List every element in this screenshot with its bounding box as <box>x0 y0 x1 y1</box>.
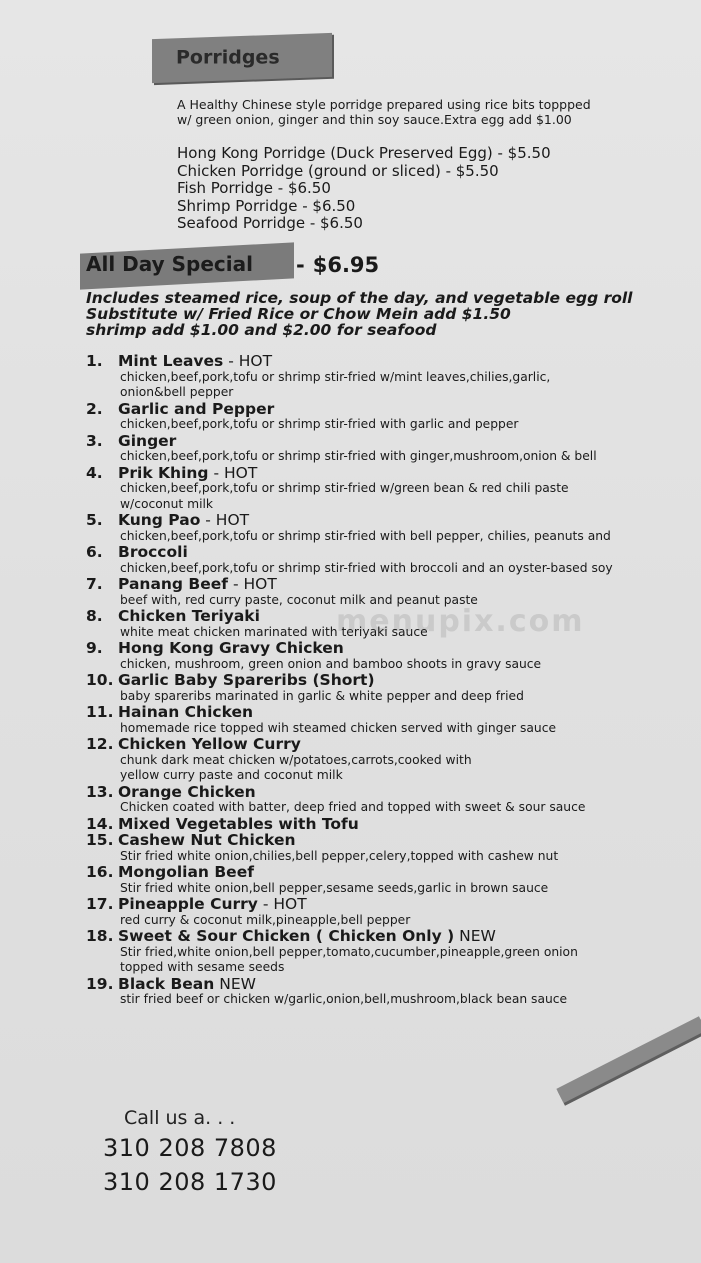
menu-item-description: chunk dark meat chicken w/potatoes,carrots,cooked with yellow curry paste and coconut milk <box>120 752 472 782</box>
porridge-item: Shrimp Porridge - $6.50 <box>177 196 356 215</box>
porridge-item: Fish Porridge - $6.50 <box>177 179 331 197</box>
menu-item <box>86 433 698 465</box>
menu-item-number: 11. <box>86 703 114 721</box>
menu-item-description: baby spareribs marinated in garlic & white pepper and deep fried <box>120 688 524 703</box>
menu-item-heading <box>86 928 698 945</box>
porridge-item: Seafood Porridge - $6.50 <box>177 214 363 232</box>
menu-item <box>86 896 698 928</box>
menu-item-description: chicken,beef,pork,tofu or shrimp stir-fried with bell pepper, chilies, peanuts and <box>120 528 611 543</box>
menu-item-description: Stir fried white onion,chilies,bell pepper,celery,topped with cashew nut <box>120 848 559 863</box>
porridges-list <box>177 145 551 233</box>
menu-item-description: Stir fried,white onion,bell pepper,tomato,cucumber,pineapple,green onion topped with sesame seeds <box>120 944 578 974</box>
menu-item <box>86 465 698 513</box>
menu-item-heading <box>86 640 698 657</box>
menu-item-number: 4. <box>86 463 103 482</box>
menu-item-number: 12. <box>86 735 114 753</box>
menu-item-name: Orange Chicken <box>118 782 256 801</box>
menu-item-name: Panang Beef <box>118 575 229 593</box>
menu-item-number: 16. <box>86 863 114 881</box>
phone-number-1[interactable]: 310 208 7808 <box>103 1134 277 1162</box>
menu-item-number: 19. <box>86 974 114 993</box>
menu-item-heading <box>86 433 698 450</box>
menu-item-description: stir fried beef or chicken w/garlic,onion,bell,mushroom,black bean sauce <box>120 992 568 1006</box>
menu-item-heading <box>86 704 698 721</box>
special-items-list <box>86 353 698 1008</box>
menu-item-heading <box>86 896 698 913</box>
porridges-desc-line: A Healthy Chinese style porridge prepared using rice bits toppped <box>177 97 591 112</box>
menu-item-description: Stir fried white onion,bell pepper,sesame seeds,garlic in brown sauce <box>120 880 549 895</box>
menu-item-tag: - HOT <box>208 463 258 482</box>
menu-item-name: Prik Khing <box>118 463 209 482</box>
menu-item-tag: - HOT <box>223 352 273 370</box>
menu-item-name: Mint Leaves <box>118 352 224 370</box>
menu-item-heading <box>86 544 698 561</box>
menu-item-description: chicken,beef,pork,tofu or shrimp stir-fried w/mint leaves,chilies,garlic, onion&bell pepper <box>120 369 551 399</box>
menu-item-description: chicken, mushroom, green onion and bamboo shoots in gravy sauce <box>120 656 542 671</box>
menu-item-description: white meat chicken marinated with teriyaki sauce <box>120 624 428 639</box>
menu-item <box>86 576 698 608</box>
menu-item-number: 10. <box>86 671 114 689</box>
menu-item <box>86 672 698 704</box>
menu-item-number: 14. <box>86 814 114 833</box>
menu-item-name: Ginger <box>118 431 177 450</box>
menu-item-number: 1. <box>86 352 103 370</box>
menu-item-tag: - HOT <box>257 895 307 913</box>
phone-number-2[interactable]: 310 208 1730 <box>103 1168 277 1196</box>
special-price-block <box>296 253 379 277</box>
menu-item-number: 6. <box>86 543 103 561</box>
menu-item <box>86 704 698 736</box>
menu-item-description: beef with, red curry paste, coconut milk and peanut paste <box>120 592 478 607</box>
menu-item <box>86 928 698 976</box>
menu-item <box>86 401 698 433</box>
menu-item-description: red curry & coconut milk,pineapple,bell pepper <box>120 912 411 927</box>
menu-item-name: Mongolian Beef <box>118 863 254 881</box>
menu-item-heading <box>86 784 698 801</box>
menu-item-number: 3. <box>86 431 103 450</box>
menu-item <box>86 353 698 401</box>
menu-item-heading <box>86 672 698 689</box>
menu-item-name: Garlic Baby Spareribs (Short) <box>118 671 375 689</box>
menu-item-number: 5. <box>86 511 103 529</box>
menu-item-name: Kung Pao <box>118 511 201 529</box>
special-dash: - <box>296 253 305 277</box>
menu-item-tag: NEW <box>214 974 256 993</box>
menu-item <box>86 736 698 784</box>
menu-item-heading <box>86 864 698 881</box>
porridges-description <box>177 97 677 127</box>
menu-item-number: 13. <box>86 782 114 801</box>
porridge-item: Chicken Porridge (ground or sliced) - $5.50 <box>177 161 499 180</box>
menu-item-heading <box>86 976 698 993</box>
menu-item <box>86 784 698 816</box>
menu-item-description: chicken,beef,pork,tofu or shrimp stir-fried w/green bean & red chili paste w/coconut milk <box>120 481 569 511</box>
special-note: Substitute w/ Fried Rice or Chow Mein add $1.50 <box>86 305 511 323</box>
menu-item-name: Chicken Teriyaki <box>118 607 260 625</box>
special-note: Includes steamed rice, soup of the day, and vegetable egg roll <box>86 289 633 307</box>
menu-item-name: Hong Kong Gravy Chicken <box>118 639 344 657</box>
menu-item-number: 2. <box>86 399 103 418</box>
menu-item-name: Black Bean <box>118 974 215 993</box>
menu-item-heading <box>86 576 698 593</box>
menu-item <box>86 864 698 896</box>
menu-item-number: 7. <box>86 575 103 593</box>
menu-item-name: Cashew Nut Chicken <box>118 831 296 849</box>
menu-item-heading <box>86 465 698 482</box>
menu-item-description: chicken,beef,pork,tofu or shrimp stir-fried with broccoli and an oyster-based soy <box>120 560 613 575</box>
menu-item-heading <box>86 736 698 753</box>
menu-item-description: chicken,beef,pork,tofu or shrimp stir-fried with garlic and pepper <box>120 417 519 431</box>
call-label: Call us a. . . <box>124 1107 236 1129</box>
menu-item-heading <box>86 832 698 849</box>
menu-item-number: 17. <box>86 895 114 913</box>
menu-item <box>86 832 698 864</box>
special-price: $6.95 <box>312 253 380 277</box>
menu-item-name: Sweet & Sour Chicken ( Chicken Only ) <box>118 927 455 945</box>
menu-item-description: chicken,beef,pork,tofu or shrimp stir-fried with ginger,mushroom,onion & bell <box>120 449 597 463</box>
porridges-banner <box>152 33 332 83</box>
menu-item <box>86 976 698 1008</box>
porridge-item: Hong Kong Porridge (Duck Preserved Egg) - $5.50 <box>177 144 551 162</box>
menu-item <box>86 512 698 544</box>
menu-item <box>86 816 698 833</box>
special-title: All Day Special <box>86 252 253 276</box>
menu-item-tag: NEW <box>454 927 496 945</box>
menu-item-tag: - HOT <box>228 575 277 593</box>
menu-item-name: Broccoli <box>118 543 188 561</box>
menu-item-name: Hainan Chicken <box>118 703 254 721</box>
menu-item <box>86 544 698 576</box>
special-notes <box>86 290 633 338</box>
menu-item-heading <box>86 816 698 833</box>
menu-item-name: Chicken Yellow Curry <box>118 735 301 753</box>
special-note: shrimp add $1.00 and $2.00 for seafood <box>86 321 437 339</box>
menu-item-name: Pineapple Curry <box>118 895 258 913</box>
menu-item-name: Garlic and Pepper <box>118 399 275 418</box>
menu-item-heading <box>86 401 698 418</box>
watermark: menupix.com <box>336 604 585 639</box>
menu-item-heading <box>86 512 698 529</box>
menu-item-name: Mixed Vegetables with Tofu <box>118 814 359 833</box>
chopstick-graphic <box>556 1016 701 1103</box>
menu-item-number: 9. <box>86 639 103 657</box>
menu-item-heading <box>86 353 698 370</box>
menu-item-number: 18. <box>86 927 114 945</box>
menu-item-number: 8. <box>86 607 103 625</box>
menu-item-number: 15. <box>86 831 114 849</box>
menu-item-heading <box>86 608 698 625</box>
menu-item <box>86 608 698 640</box>
menu-item-description: Chicken coated with batter, deep fried and topped with sweet & sour sauce <box>120 800 586 814</box>
porridges-title: Porridges <box>176 46 280 69</box>
menu-item <box>86 640 698 672</box>
menu-item-description: homemade rice topped wih steamed chicken served with ginger sauce <box>120 720 557 735</box>
porridges-desc-line: w/ green onion, ginger and thin soy sauce.Extra egg add $1.00 <box>177 112 572 127</box>
menu-item-tag: - HOT <box>200 511 250 529</box>
